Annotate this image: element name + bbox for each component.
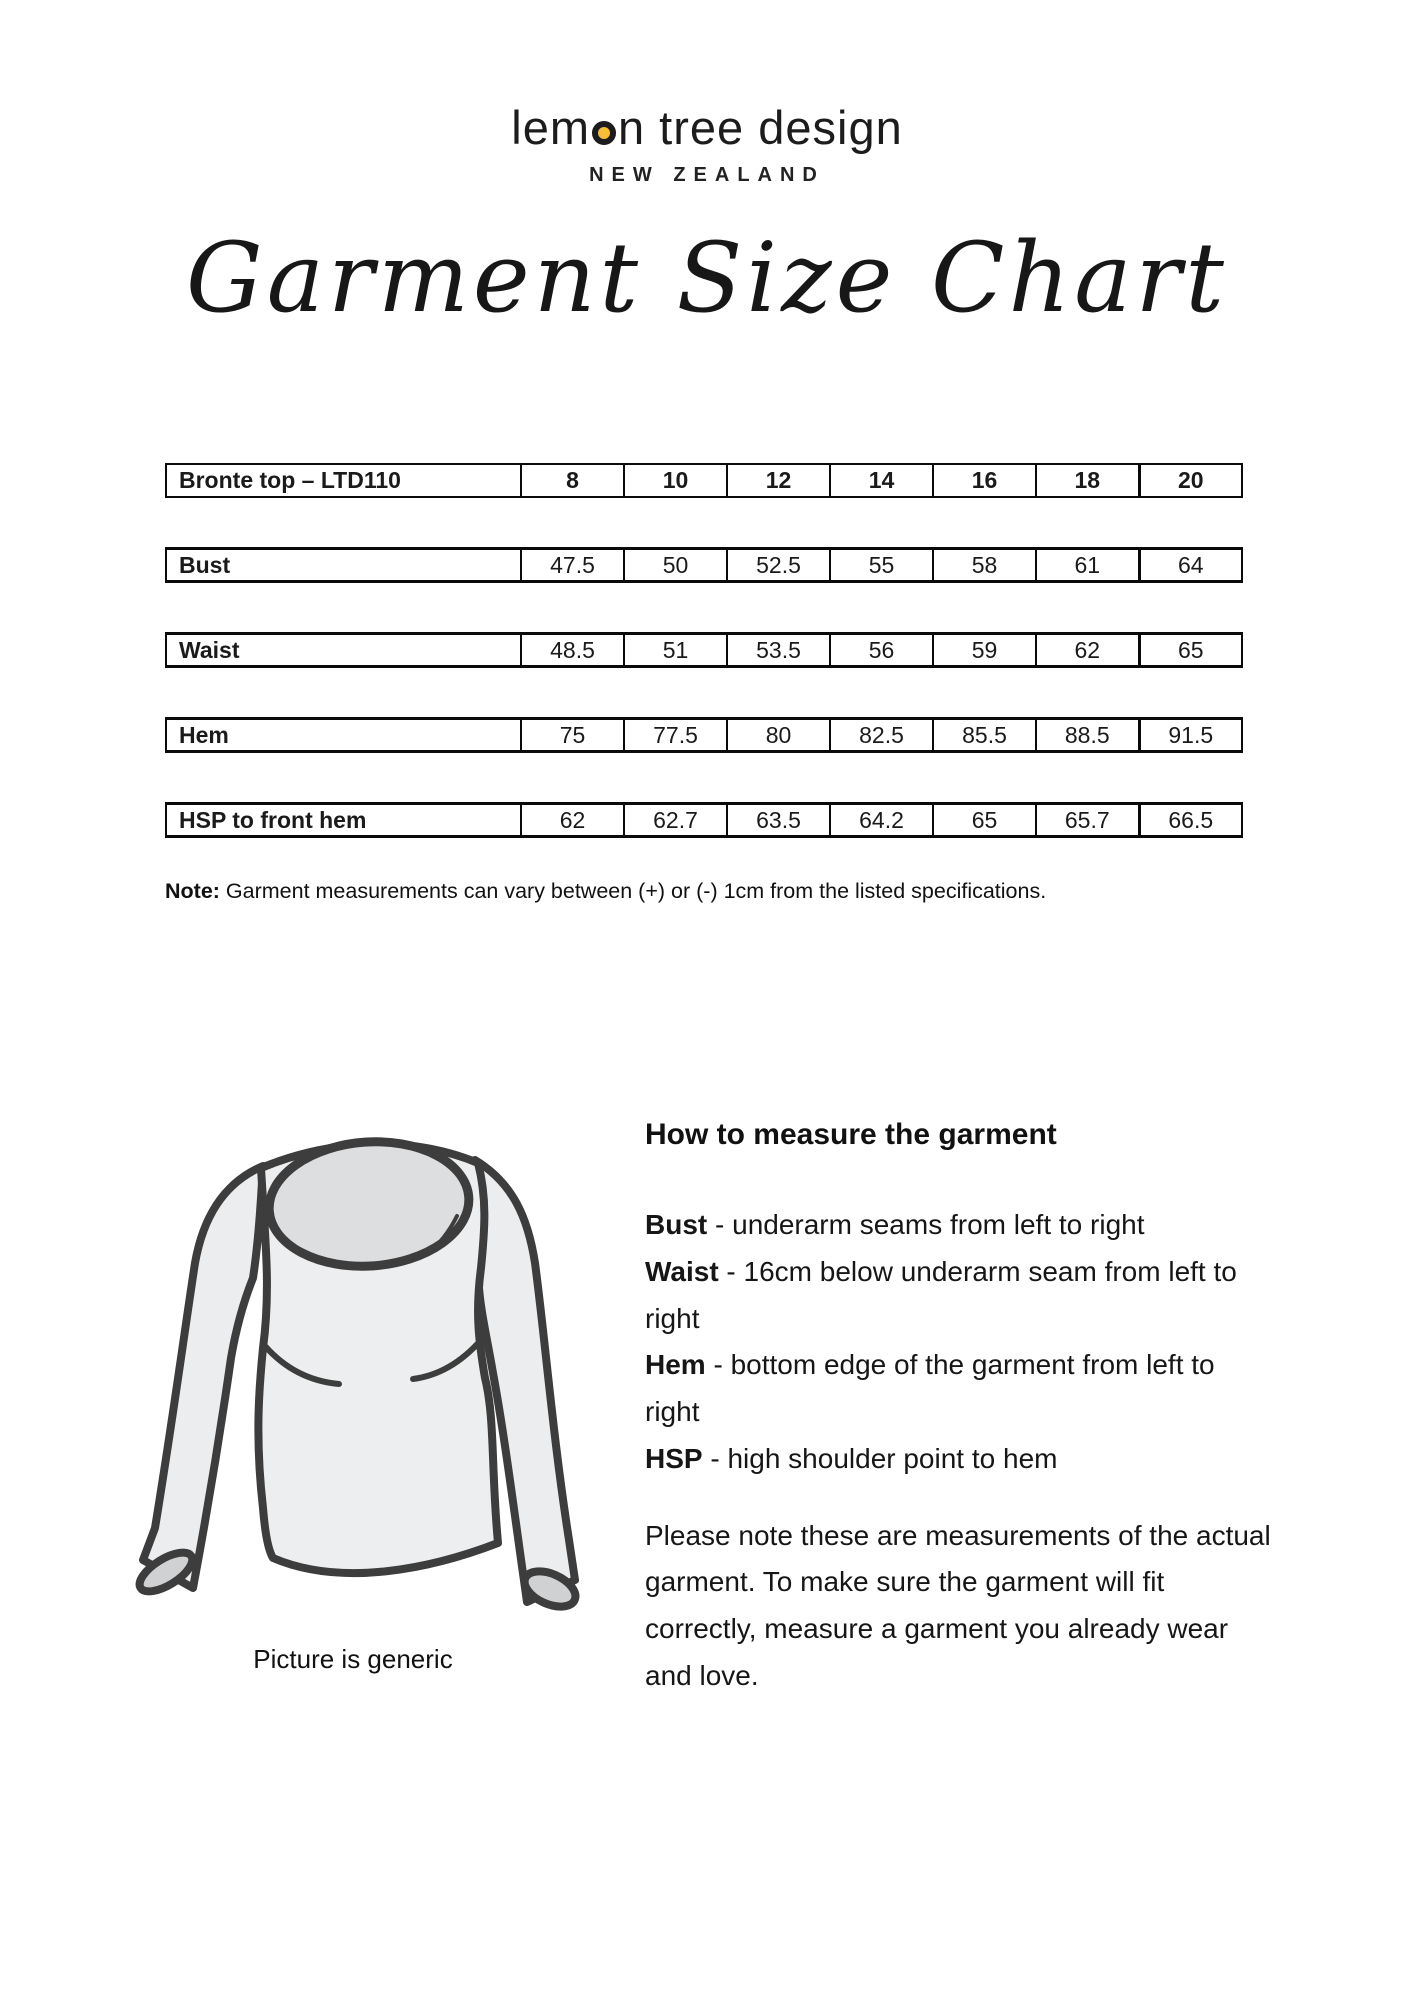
table-row (166, 804, 1242, 837)
size-header-cell: 18 (1036, 464, 1139, 497)
measure-term: Hem (645, 1349, 706, 1381)
size-header-cell: 20 (1139, 464, 1242, 497)
measurement-label-cell: Waist (166, 634, 521, 667)
measurement-value-cell: 55 (830, 549, 933, 582)
measurement-value-cell: 52.5 (727, 549, 830, 582)
measurement-label-cell: HSP to front hem (166, 804, 521, 837)
measurement-value-cell: 53.5 (727, 634, 830, 667)
product-name-cell: Bronte top – LTD110 (166, 464, 521, 497)
measurement-value-cell: 62 (1036, 634, 1139, 667)
brand-logo (0, 100, 1414, 155)
bust-row-table (165, 547, 1243, 583)
measure-term: Waist (645, 1255, 719, 1287)
measurement-value-cell: 65 (1139, 634, 1242, 667)
table-row (166, 549, 1242, 582)
measurement-value-cell: 58 (933, 549, 1036, 582)
measure-desc: - bottom edge of the garment from left to right (645, 1349, 1215, 1427)
measurement-value-cell: 64 (1139, 549, 1242, 582)
size-header-cell: 14 (830, 464, 933, 497)
table-row (166, 634, 1242, 667)
figure-caption: Picture is generic (253, 1644, 453, 1674)
waist-row-table (165, 632, 1243, 668)
garment-illustration (112, 1088, 594, 1628)
measurement-value-cell: 62.7 (624, 804, 727, 837)
measurement-label-cell: Bust (166, 549, 521, 582)
measure-term: HSP (645, 1442, 703, 1474)
size-chart-header-table (165, 463, 1243, 498)
measurement-value-cell: 51 (624, 634, 727, 667)
measurement-value-cell: 91.5 (1139, 719, 1242, 752)
measurement-value-cell: 62 (521, 804, 624, 837)
brand-logo-text-after: n tree design (617, 101, 903, 154)
measurement-value-cell: 77.5 (624, 719, 727, 752)
measurement-value-cell: 75 (521, 719, 624, 752)
measure-term: Bust (645, 1209, 708, 1240)
measurement-value-cell: 48.5 (521, 634, 624, 667)
note-label: Note: (165, 879, 220, 903)
measure-desc: - high shoulder point to hem (702, 1442, 1058, 1474)
measurement-value-cell: 65.7 (1036, 804, 1139, 837)
measurement-value-cell: 61 (1036, 549, 1139, 582)
size-chart (165, 463, 1241, 887)
measure-definitions (645, 1202, 1273, 1483)
table-row (166, 719, 1242, 752)
measurement-value-cell: 65 (933, 804, 1036, 837)
size-header-cell: 16 (933, 464, 1036, 497)
hsp-row-table (165, 802, 1243, 838)
measurement-value-cell: 47.5 (521, 549, 624, 582)
measurement-value-cell: 85.5 (933, 719, 1036, 752)
page-title: Garment Size Chart (186, 222, 1228, 334)
measure-desc: - underarm seams from left to right (707, 1209, 1145, 1240)
brand-subtitle: NEW ZEALAND (589, 164, 825, 186)
measurement-label-cell: Hem (166, 719, 521, 752)
table-row (166, 464, 1242, 497)
tolerance-note (165, 879, 1046, 904)
lemon-dot-icon (592, 121, 616, 145)
measurement-value-cell: 50 (624, 549, 727, 582)
measurement-value-cell: 80 (727, 719, 830, 752)
measurement-value-cell: 82.5 (830, 719, 933, 752)
measurement-value-cell: 56 (830, 634, 933, 667)
size-header-cell: 10 (624, 464, 727, 497)
measurement-value-cell: 64.2 (830, 804, 933, 837)
garment-figure (112, 1088, 594, 1675)
measure-desc: - 16cm below underarm seam from left to right (645, 1255, 1237, 1334)
section-heading: How to measure the garment (645, 1118, 1057, 1151)
measurement-value-cell: 59 (933, 634, 1036, 667)
note-text: Garment measurements can vary between (+) or (-) 1cm from the listed specifications. (219, 879, 1047, 903)
fit-note-paragraph: Please note these are measurements of the actual garment. To make sure the garment will fit correctly, measure a garment you already wear and love. (645, 1519, 1271, 1691)
size-header-cell: 12 (727, 464, 830, 497)
brand-header (0, 100, 1414, 187)
brand-logo-text-before: lem (511, 101, 590, 154)
how-to-measure-section (645, 1118, 1273, 1700)
measurement-value-cell: 66.5 (1139, 804, 1242, 837)
size-header-cell: 8 (521, 464, 624, 497)
measurement-value-cell: 63.5 (727, 804, 830, 837)
hem-row-table (165, 717, 1243, 753)
measurement-value-cell: 88.5 (1036, 719, 1139, 752)
